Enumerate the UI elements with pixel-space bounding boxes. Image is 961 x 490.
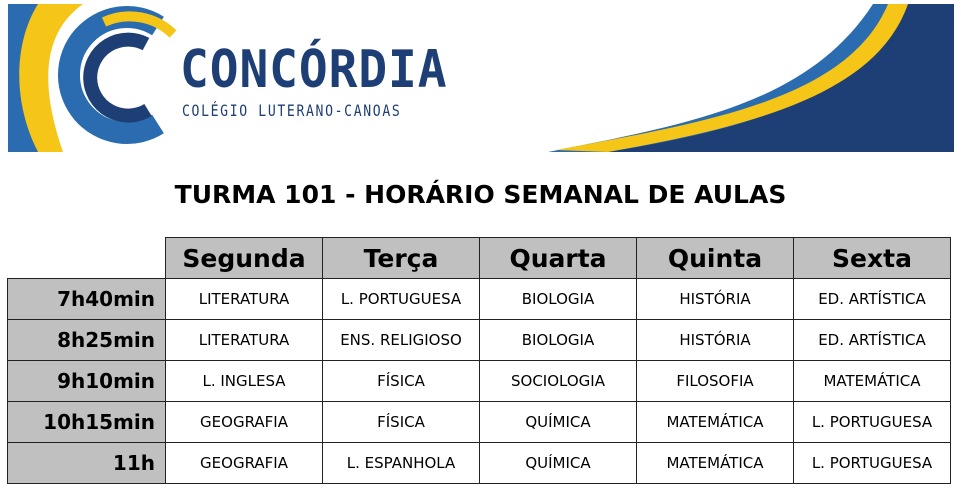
class-cell: MATEMÁTICA — [637, 443, 794, 484]
class-cell: FÍSICA — [323, 361, 480, 402]
class-cell: L. INGLESA — [166, 361, 323, 402]
time-slot: 8h25min — [8, 320, 166, 361]
class-cell: SOCIOLOGIA — [480, 361, 637, 402]
class-cell: L. ESPANHOLA — [323, 443, 480, 484]
brand-name: CONCÓRDIA — [180, 40, 448, 100]
table-row — [8, 443, 951, 484]
class-cell: QUÍMICA — [480, 443, 637, 484]
class-cell: ENS. RELIGIOSO — [323, 320, 480, 361]
logo-c-icon — [69, 16, 173, 133]
brand-subtitle: COLÉGIO LUTERANO-CANOAS — [182, 101, 402, 120]
class-cell: LITERATURA — [166, 279, 323, 320]
header-row — [8, 238, 951, 279]
class-cell: QUÍMICA — [480, 402, 637, 443]
class-cell: L. PORTUGUESA — [794, 402, 951, 443]
time-slot: 11h — [8, 443, 166, 484]
class-cell: HISTÓRIA — [637, 279, 794, 320]
day-header: Terça — [323, 238, 480, 279]
class-cell: GEOGRAFIA — [166, 402, 323, 443]
class-cell: ED. ARTÍSTICA — [794, 320, 951, 361]
page-title: TURMA 101 - HORÁRIO SEMANAL DE AULAS — [174, 180, 787, 209]
class-cell: L. PORTUGUESA — [794, 443, 951, 484]
header-banner — [8, 4, 954, 152]
class-cell: BIOLOGIA — [480, 320, 637, 361]
class-cell: LITERATURA — [166, 320, 323, 361]
day-header: Segunda — [166, 238, 323, 279]
class-cell: L. PORTUGUESA — [323, 279, 480, 320]
class-cell: GEOGRAFIA — [166, 443, 323, 484]
class-cell: FILOSOFIA — [637, 361, 794, 402]
table-row — [8, 320, 951, 361]
table-row — [8, 402, 951, 443]
time-slot: 9h10min — [8, 361, 166, 402]
schedule-table — [7, 237, 951, 484]
day-header: Quinta — [637, 238, 794, 279]
class-cell: MATEMÁTICA — [794, 361, 951, 402]
class-cell: MATEMÁTICA — [637, 402, 794, 443]
table-row — [8, 279, 951, 320]
class-cell: HISTÓRIA — [637, 320, 794, 361]
table-row — [8, 361, 951, 402]
time-slot: 10h15min — [8, 402, 166, 443]
class-cell: FÍSICA — [323, 402, 480, 443]
corner-cell — [8, 238, 166, 279]
day-header: Sexta — [794, 238, 951, 279]
banner-graphics — [8, 4, 954, 152]
day-header: Quarta — [480, 238, 637, 279]
class-cell: BIOLOGIA — [480, 279, 637, 320]
time-slot: 7h40min — [8, 279, 166, 320]
class-cell: ED. ARTÍSTICA — [794, 279, 951, 320]
